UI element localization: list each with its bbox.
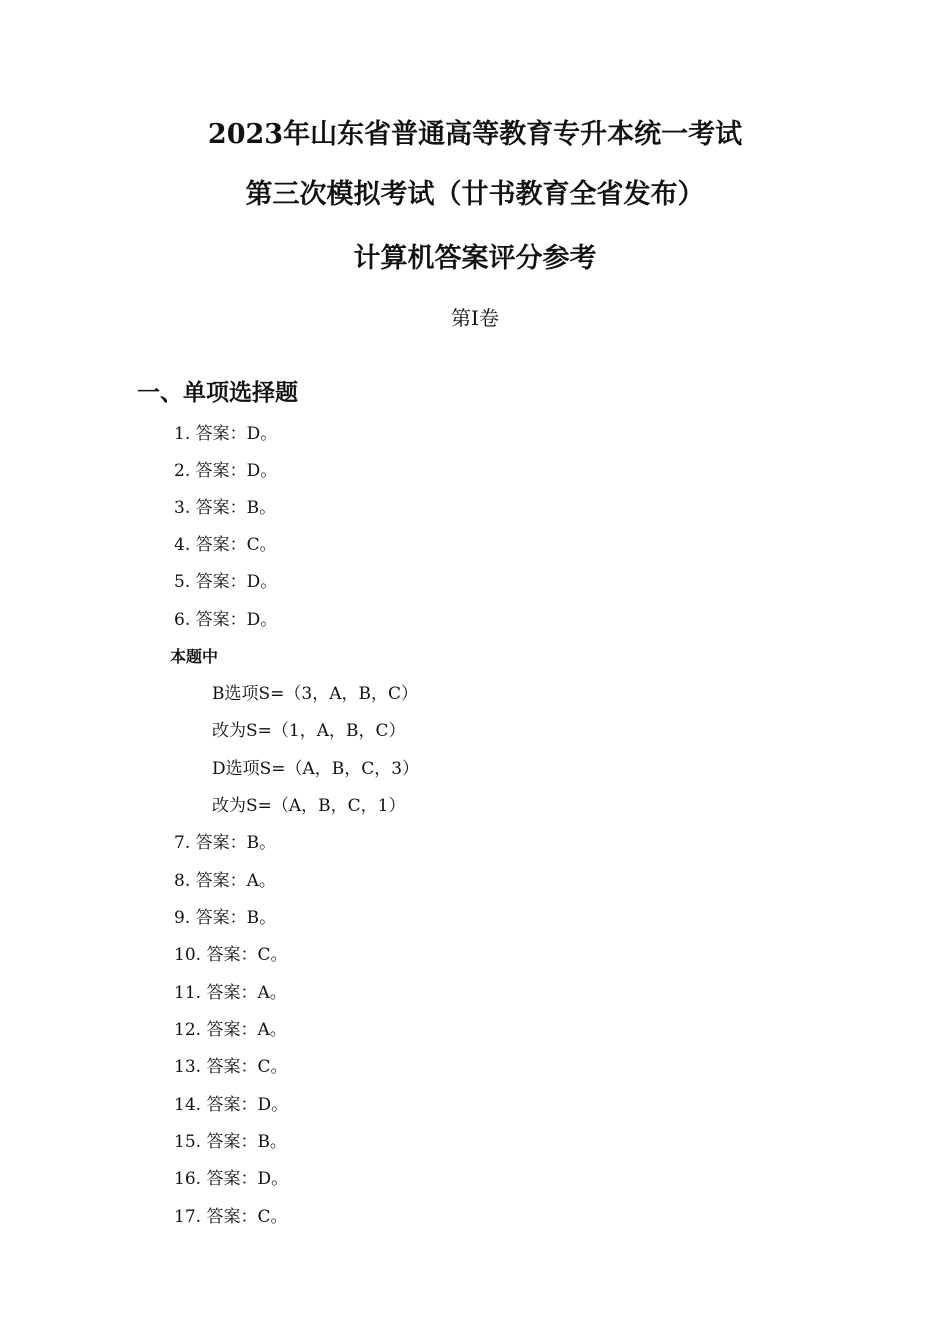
answer-item: 1. 答案：D。 — [174, 424, 278, 444]
note-line: B选项S=（3，A，B，C） — [212, 684, 418, 704]
answer-item: 14. 答案：D。 — [174, 1095, 289, 1115]
answer-item: 6. 答案：D。 — [174, 610, 278, 630]
answer-item: 16. 答案：D。 — [174, 1169, 289, 1189]
note-line: D选项S=（A，B，C，3） — [212, 759, 420, 779]
note-line: 改为S=（A，B，C，1） — [212, 796, 406, 816]
note-heading: 本题中 — [170, 647, 219, 666]
answer-item: 10. 答案：C。 — [174, 945, 288, 965]
section-heading: 一、单项选择题 — [137, 379, 298, 406]
answer-item: 7. 答案：B。 — [174, 833, 277, 853]
answer-item: 17. 答案：C。 — [174, 1207, 288, 1227]
answer-item: 3. 答案：B。 — [174, 498, 277, 518]
note-line: 改为S=（1，A，B，C） — [212, 721, 406, 741]
answer-item: 12. 答案：A。 — [174, 1020, 287, 1040]
document-title-line-2: 第三次模拟考试（廿书教育全省发布） — [245, 179, 705, 210]
answer-item: 4. 答案：C。 — [174, 535, 277, 555]
answer-item: 15. 答案：B。 — [174, 1132, 287, 1152]
answer-item: 8. 答案：A。 — [174, 871, 276, 891]
answer-item: 11. 答案：A。 — [174, 983, 287, 1003]
answer-item: 9. 答案：B。 — [174, 908, 277, 928]
document-title-line-3: 计算机答案评分参考 — [353, 243, 597, 274]
document-title-line-1: 2023年山东省普通高等教育专升本统一考试 — [207, 119, 743, 150]
answer-item: 5. 答案：D。 — [174, 572, 278, 592]
answer-item: 2. 答案：D。 — [174, 461, 278, 481]
answer-item: 13. 答案：C。 — [174, 1057, 288, 1077]
volume-heading: 第I卷 — [451, 306, 499, 330]
